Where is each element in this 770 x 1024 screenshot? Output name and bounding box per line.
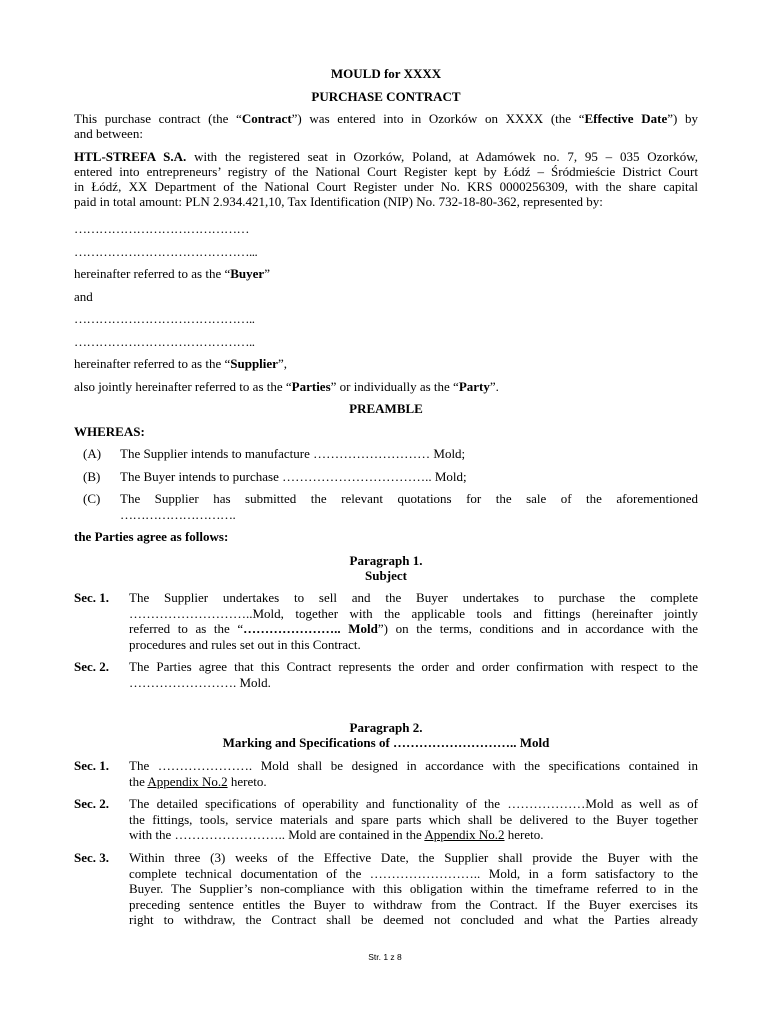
p2-sec1-label: Sec. 1. [74,758,110,773]
supplier-reference: hereinafter referred to as the “Supplier”, [74,356,287,371]
signatory-dots-1: …………………………………… [74,221,249,236]
recital-text-a: The Supplier intends to manufacture ……………………… Mold; [120,446,466,461]
document-title: MOULD for XXXX [330,66,442,81]
signatory-dots-2: ……………………………………... [74,244,258,259]
and-text: and [74,289,93,304]
recital-label-b: (B) [83,469,101,484]
paragraph-1-subtitle: Subject [365,568,407,583]
recital-text-b: The Buyer intends to purchase …………………………….. Mold; [120,469,467,484]
paragraph-2-subtitle: Marking and Specifications of ……………………….. Mold [222,735,550,750]
p1-sec1-label: Sec. 1. [74,590,110,605]
p1-sec1-text: The Supplier undertakes to sell and the Buyer undertakes to purchase the complete ………………………..Mold, together with the applicable tools and fittings (hereinafter jointly referred to as the “………………….. Mold”) on the terms, conditions and in accordance with the procedures and rules set out in this Contract. [129,590,698,652]
buyer-party-line-1: HTL-STREFA S.A. with the registered seat in Ozorków, Poland, at Adamówek no. 7, 95 – 035 Ozorków, [74,149,698,164]
p2-sec1-text: The …………………. Mold shall be designed in accordance with the specifications contained in the Appendix No.2 hereto. [129,758,698,789]
paragraph-1-title: Paragraph 1. [349,553,423,568]
whereas-heading: WHEREAS: [74,424,145,439]
supplier-dots-1: …………………………………….. [74,311,255,326]
document-subtitle: PURCHASE CONTRACT [311,89,461,104]
agreement-clause: the Parties agree as follows: [74,529,229,544]
paragraph-2-title: Paragraph 2. [349,720,423,735]
intro-line-1: This purchase contract (the “Contract”) was entered into in Ozorków on XXXX (the “Effective Date”) by [74,111,699,126]
recital-label-c: (C) [83,491,101,506]
buyer-party-line-2: entered into entrepreneurs’ registry of the National Court Register kept by Łódź – Śródmieście District Court [74,164,698,179]
buyer-reference: hereinafter referred to as the “Buyer” [74,266,270,281]
appendix-2-link[interactable]: Appendix No.2 [147,773,228,789]
buyer-party-line-3: in Łódź, XX Department of the National Court Register under No. KRS 0000256309, with the share capital [74,179,698,194]
page-number-footer: Str. 1 z 8 [368,952,402,962]
p2-sec3-text: Within three (3) weeks of the Effective Date, the Supplier shall provide the Buyer with the complete technical documentation of the …………………….. Mold, in a form satisfactory to the Buyer. The Supplier’s non-compliance with this obligation within the timeframe referred to in the preceding sentence entitles the Buyer to withdraw from the Contract. If the Buyer exercises its right to withdraw, the Contract shall be deemed not concluded and what the Parties already [129,850,698,927]
p1-sec2-text: The Parties agree that this Contract represents the order and order confirmation with respect to the ……………………. Mold. [129,659,698,690]
parties-definition: also jointly hereinafter referred to as the “Parties” or individually as the “Party”. [74,379,499,394]
supplier-dots-2: …………………………………….. [74,334,255,349]
p1-sec2-label: Sec. 2. [74,659,110,674]
intro-line-2: and between: [74,126,143,141]
p2-sec2-text: The detailed specifications of operability and functionality of the ………………Mold as well as of the fittings, tools, service materials and spare parts which shall be delivered to the Buyer together with the …………………….. Mold are contained in the Appendix No.2 hereto. [129,796,698,842]
appendix-2-link[interactable]: Appendix No.2 [424,827,505,842]
recital-text-c: The Supplier has submitted the relevant quotations for the sale of the aforementioned ………………………. [120,491,698,522]
p2-sec3-label: Sec. 3. [74,850,110,865]
p2-sec2-label: Sec. 2. [74,796,110,811]
buyer-party-line-4: paid in total amount: PLN 2.934.421,10, Tax Identification (NIP) No. 732-18-80-362, represented by: [74,194,603,209]
recital-label-a: (A) [83,446,102,461]
preamble-heading: PREAMBLE [349,401,423,416]
